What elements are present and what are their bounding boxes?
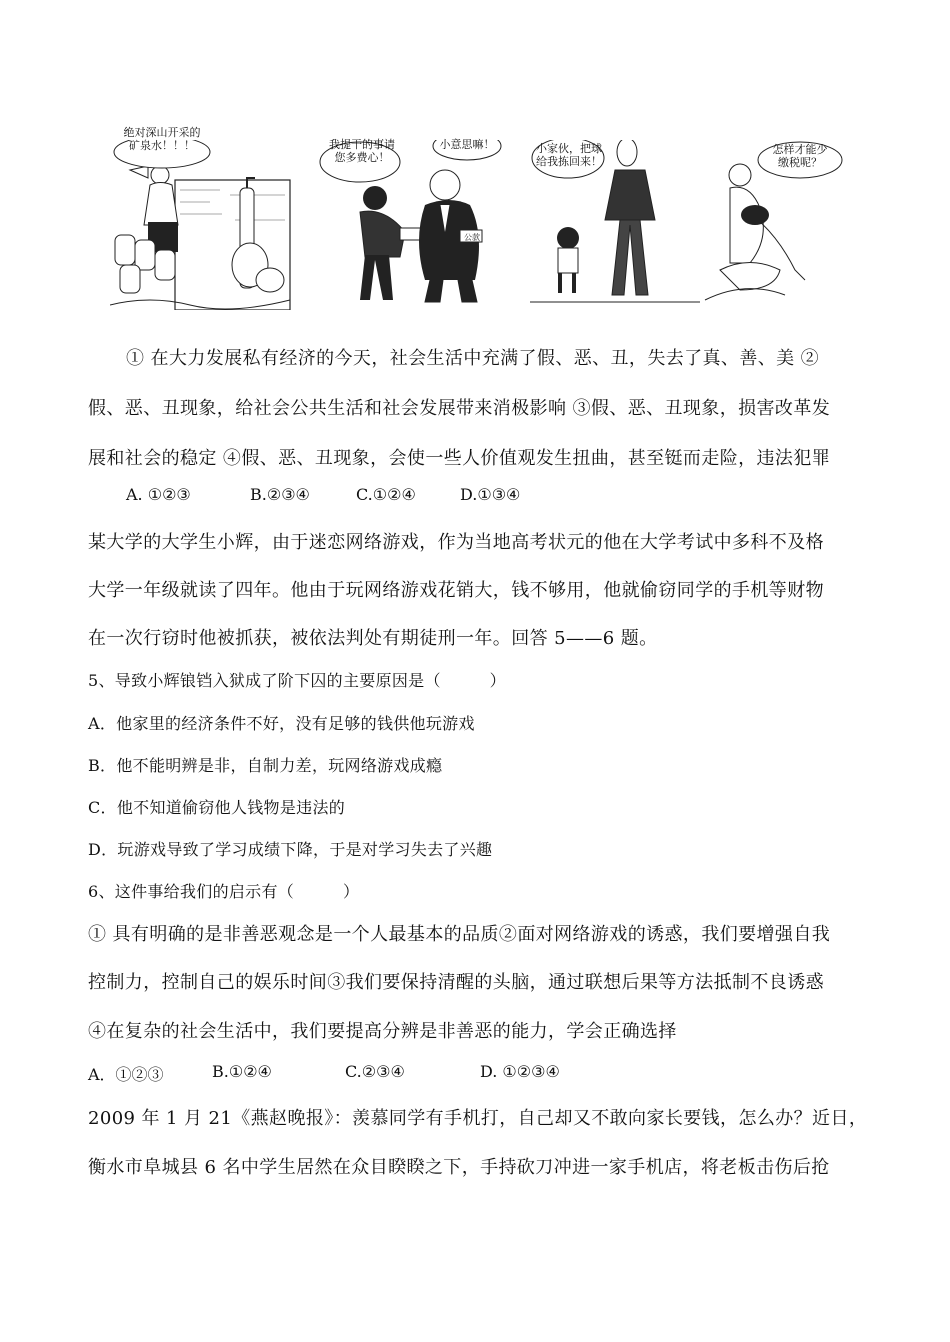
q6-option-c: C.②③④ (345, 1062, 405, 1081)
q6-statement-line-1: ① 具有明确的是非善恶观念是一个人最基本的品质②面对网络游戏的诱惑，我们要增强自我 (88, 924, 831, 945)
q4-option-a: A. ①②③ (126, 485, 191, 504)
q4-option-b: B.②③④ (250, 485, 310, 504)
cartoon-bribery (315, 140, 505, 310)
news-line-2: 衡水市阜城县 6 名中学生居然在众目睽睽之下，手持砍刀冲进一家手机店，将老板击伤后抢 (88, 1157, 830, 1178)
q4-statement-line-1: ① 在大力发展私有经济的今天，社会生活中充满了假、恶、丑，失去了真、善、美 ② (126, 348, 820, 369)
q4-statement-line-3: 展和社会的稳定 ④假、恶、丑现象，会使一些人价值观发生扭曲，甚至铤而走险，违法犯罪 (88, 448, 831, 469)
q5-option-a: A．他家里的经济条件不好，没有足够的钱供他玩游戏 (88, 714, 475, 733)
cartoon-speech-bubble-3 (530, 142, 608, 168)
q5-option-d: D．玩游戏导致了学习成绩下降，于是对学习失去了兴趣 (88, 840, 493, 859)
q6-statement-line-2: 控制力，控制自己的娱乐时间③我们要保持清醒的头脑，通过联想后果等方法抵制不良诱惑 (88, 972, 824, 993)
bubble-2a-line-2: 您多费心！ (334, 151, 390, 164)
q5-option-c: C．他不知道偷窃他人钱物是违法的 (88, 798, 346, 817)
cartoon-badge-public-funds: 公款 (464, 233, 480, 242)
bubble-1-line-2: 矿泉水！！！ (129, 139, 195, 152)
passage-line-3: 在一次行窃时他被抓获，被依法判处有期徒刑一年。回答 5——6 题。 (88, 628, 658, 649)
passage-line-2: 大学一年级就读了四年。他由于玩网络游戏花销大，钱不够用，他就偷窃同学的手机等财物 (88, 580, 824, 601)
q5-option-b: B．他不能明辨是非，自制力差，玩网络游戏成瘾 (88, 756, 443, 775)
news-line-1: 2009 年 1 月 21《燕赵晚报》：羡慕同学有手机打，自己却又不敢向家长要钱，怎么办？近日， (88, 1108, 868, 1129)
cartoon-speech-bubble-2a (322, 138, 402, 164)
cartoon-speech-bubble-1 (114, 126, 210, 152)
cartoon-fake-mineral-water (110, 140, 295, 310)
bubble-4-line-1: 怎样才能少 (772, 143, 828, 156)
cartoon-strip (110, 126, 850, 310)
q5-stem: 5、导致小辉锒铛入狱成了阶下囚的主要原因是（ ） (88, 671, 506, 690)
q6-option-a: A．①②③ (88, 1065, 164, 1084)
q4-option-d: D.①③④ (460, 485, 521, 504)
q4-option-c: C.①②④ (356, 485, 416, 504)
passage-line-1: 某大学的大学生小辉，由于迷恋网络游戏，作为当地高考状元的他在大学考试中多科不及格 (88, 532, 824, 553)
q6-stem: 6、这件事给我们的启示有（ ） (88, 882, 360, 901)
bubble-3-line-2: 给我拣回来！ (536, 155, 602, 168)
q6-option-d: D. ①②③④ (480, 1062, 560, 1081)
cartoon-speech-bubble-4 (758, 143, 842, 169)
q4-statement-line-2: 假、恶、丑现象，给社会公共生活和社会发展带来消极影响 ③假、恶、丑现象，损害改革发 (88, 398, 831, 419)
bubble-3-line-1: 小家伙，把球 (536, 142, 602, 155)
q6-statement-line-3: ④在复杂的社会生活中，我们要提高分辨是非善恶的能力，学会正确选择 (88, 1021, 677, 1042)
cartoon-speech-bubble-2b: 小意思嘛！ (439, 138, 495, 151)
bubble-2a-line-1: 我提干的事请 (329, 138, 395, 151)
q6-option-b: B.①②④ (212, 1062, 272, 1081)
bubble-4-line-2: 缴税呢？ (778, 156, 822, 169)
bubble-1-line-1: 绝对深山开采的 (123, 126, 201, 139)
